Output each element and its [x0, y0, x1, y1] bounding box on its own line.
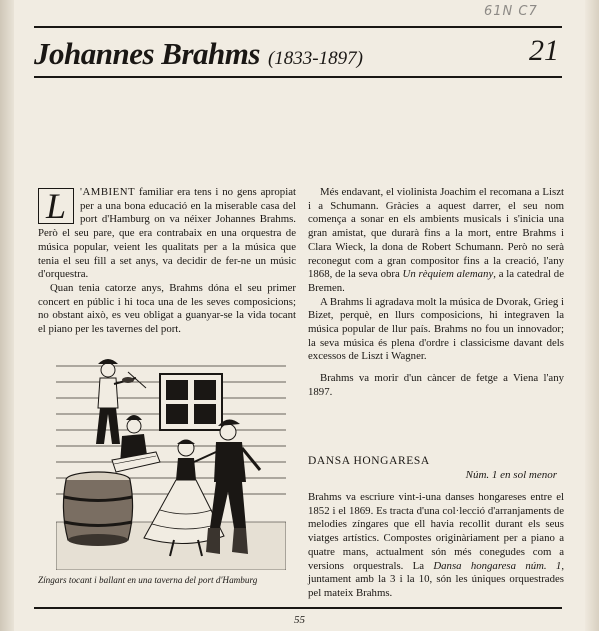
top-rule: [34, 26, 562, 28]
left-paragraph-1: [38, 186, 296, 282]
right-paragraph-1: [308, 186, 564, 296]
right-paragraph-2: A Brahms li agradava molt la música de Dvorak, Grieg i Bizet, perquè, en llurs composicions, hi integraven la música popular de llur país. Brahms no fou un innovador; la seva música és plena d'ordre i classicisme davant dels excessos de Liszt i Wagner.: [308, 295, 564, 363]
section-paragraph-text: Brahms va escriure vint-i-una danses hongareses entre el 1852 i el 1869. Es tracta d'una col·lecció d'arranjaments de melodies zíngares que ell havia recollit durant els seus viatges artístics. Compostes originàriament per a piano a quatre mans, actualment són més conegudes com a versions orquestrals. La: [308, 491, 564, 572]
illustration-caption: Zíngars tocant i ballant en una taverna del port d'Hamburg: [38, 575, 258, 585]
page-number: 55: [294, 614, 305, 626]
right-paragraph-1-end: , a la catedral de Bremen.: [308, 268, 564, 294]
chapter-number: 21: [529, 34, 559, 67]
page-title: [34, 36, 363, 72]
page-edge-shadow: [585, 0, 599, 631]
window: [160, 374, 222, 430]
left-column: [38, 186, 296, 337]
right-paragraph-1-text: Més endavant, el violinista Joachim el recomana a Liszt i a Schumann. Gràcies a aquest darrer, el seu nom comença a sonar en els ambients musicals i s'inicia una gran amistat, que durarà fins a la mort, entre Brahms i Clara Wieck, la dona de Robert Schumann. Però no serà reconegut com a gran compositor fins a la creació, l'any 1868, de la seva obra: [308, 186, 564, 281]
right-column: [308, 186, 564, 400]
title-rule: [34, 76, 562, 78]
page-gutter-shadow: [0, 0, 14, 631]
pencil-annotation: 61N C7: [484, 4, 538, 19]
drop-cap: L: [38, 188, 74, 224]
composer-years: (1833-1897): [267, 48, 363, 69]
barrel: [63, 472, 132, 546]
work-title: Un rèquiem alemany: [402, 268, 494, 281]
bottom-rule: [34, 607, 562, 609]
right-paragraph-3: Brahms va morir d'un càncer de fetge a Viena l'any 1897.: [308, 372, 564, 398]
tavern-illustration: [56, 352, 286, 570]
section-heading: DANSA HONGARESA: [308, 455, 430, 467]
composer-name: Johannes Brahms: [34, 36, 260, 71]
section-paragraph: [308, 491, 564, 601]
dance-title: Dansa hongaresa núm. 1: [433, 559, 562, 572]
left-paragraph-1-text: familiar era tens i no gens apropiat per a una bona educació en la miserable casa del port d'Hamburg on va néixer Johannes Brahms. Però el seu pare, que era contrabaix en una orquestra de música popular, veient les qualitats per a la música que tenia el seu fill a set anys, va decidir de fer-ne un músic d'orquestra.: [38, 186, 296, 281]
section-subheading: Núm. 1 en sol menor: [465, 469, 557, 481]
section-paragraph-end: , juntament amb la 3 i la 10, són les úniques orquestrades pel mateix Brahms.: [308, 559, 565, 599]
section-body: [308, 491, 564, 601]
lead-word: 'AMBIENT: [80, 186, 136, 198]
left-paragraph-2: Quan tenia catorze anys, Brahms dóna el seu primer concert en públic i hi toca una de les seves composicions; no obstant això, es veu obligat a guanyar-se la vida tocant el piano per les tavernes del port.: [38, 281, 296, 336]
